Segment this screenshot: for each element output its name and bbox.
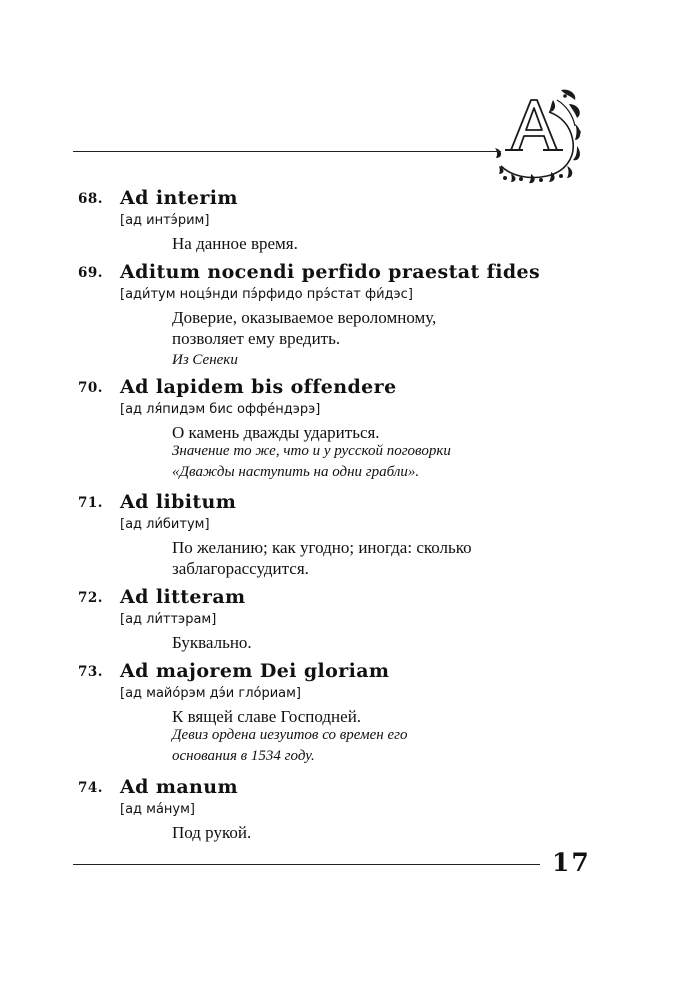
ornament-initial-a bbox=[491, 86, 583, 184]
entry-pronunciation: [ад майо́рэм дэ́и гло́риам] bbox=[120, 686, 302, 701]
entry-number: 69. bbox=[78, 265, 103, 281]
entry-note bbox=[172, 350, 552, 371]
entry-translation bbox=[172, 632, 552, 653]
entry-number: 72. bbox=[78, 590, 103, 606]
entry-translation bbox=[172, 233, 552, 254]
bottom-rule bbox=[73, 864, 540, 865]
entry-translation bbox=[172, 706, 552, 727]
entry-pronunciation: [ади́тум ноцэ́нди пэ́рфидо прэ́стат фи́дэс] bbox=[120, 287, 413, 302]
translation-line: Буквально. bbox=[172, 633, 252, 652]
translation-line: Под рукой. bbox=[172, 823, 252, 842]
entry-phrase: Ad libitum bbox=[120, 491, 237, 513]
translation-line: На данное время. bbox=[172, 234, 298, 253]
note-line: Из Сенеки bbox=[172, 352, 238, 368]
entry-translation bbox=[172, 537, 552, 579]
entry-phrase: Aditum nocendi perfido praestat fides bbox=[120, 261, 541, 283]
top-rule bbox=[73, 151, 501, 152]
entry-phrase: Ad majorem Dei gloriam bbox=[120, 660, 390, 682]
translation-line: заблагорассудится. bbox=[172, 559, 309, 578]
translation-line: По желанию; как угодно; иногда: сколько bbox=[172, 538, 472, 557]
entry-translation bbox=[172, 822, 552, 843]
entry-translation bbox=[172, 307, 552, 349]
entry-phrase: Ad lapidem bis offendere bbox=[120, 376, 397, 398]
entry-phrase: Ad interim bbox=[120, 187, 238, 209]
entry-pronunciation: [ад интэ́рим] bbox=[120, 213, 210, 228]
translation-line: К вящей славе Господней. bbox=[172, 707, 362, 726]
entry-translation bbox=[172, 422, 552, 443]
entry-phrase: Ad litteram bbox=[120, 586, 246, 608]
entry-number: 70. bbox=[78, 380, 103, 396]
entry-number: 71. bbox=[78, 495, 103, 511]
entry-note bbox=[172, 441, 552, 483]
entry-pronunciation: [ад ли́ттэрам] bbox=[120, 612, 217, 627]
note-line: «Дважды наступить на одни грабли». bbox=[172, 464, 420, 480]
entry-pronunciation: [ад ли́битум] bbox=[120, 517, 210, 532]
entry-pronunciation: [ад ма́нум] bbox=[120, 802, 196, 817]
note-line: Девиз ордена иезуитов со времен его bbox=[172, 727, 408, 743]
translation-line: позволяет ему вредить. bbox=[172, 329, 341, 348]
entry-note bbox=[172, 725, 552, 767]
translation-line: О камень дважды удариться. bbox=[172, 423, 380, 442]
note-line: Значение то же, что и у русской поговорки bbox=[172, 443, 451, 459]
entry-number: 73. bbox=[78, 664, 103, 680]
entry-number: 74. bbox=[78, 780, 103, 796]
entry-number: 68. bbox=[78, 191, 103, 207]
entry-phrase: Ad manum bbox=[120, 776, 238, 798]
note-line: основания в 1534 году. bbox=[172, 748, 315, 764]
entry-pronunciation: [ад ля́пидэм бис оффе́ндэрэ] bbox=[120, 402, 321, 417]
translation-line: Доверие, оказываемое вероломному, bbox=[172, 308, 437, 327]
page-number: 17 bbox=[552, 848, 591, 877]
